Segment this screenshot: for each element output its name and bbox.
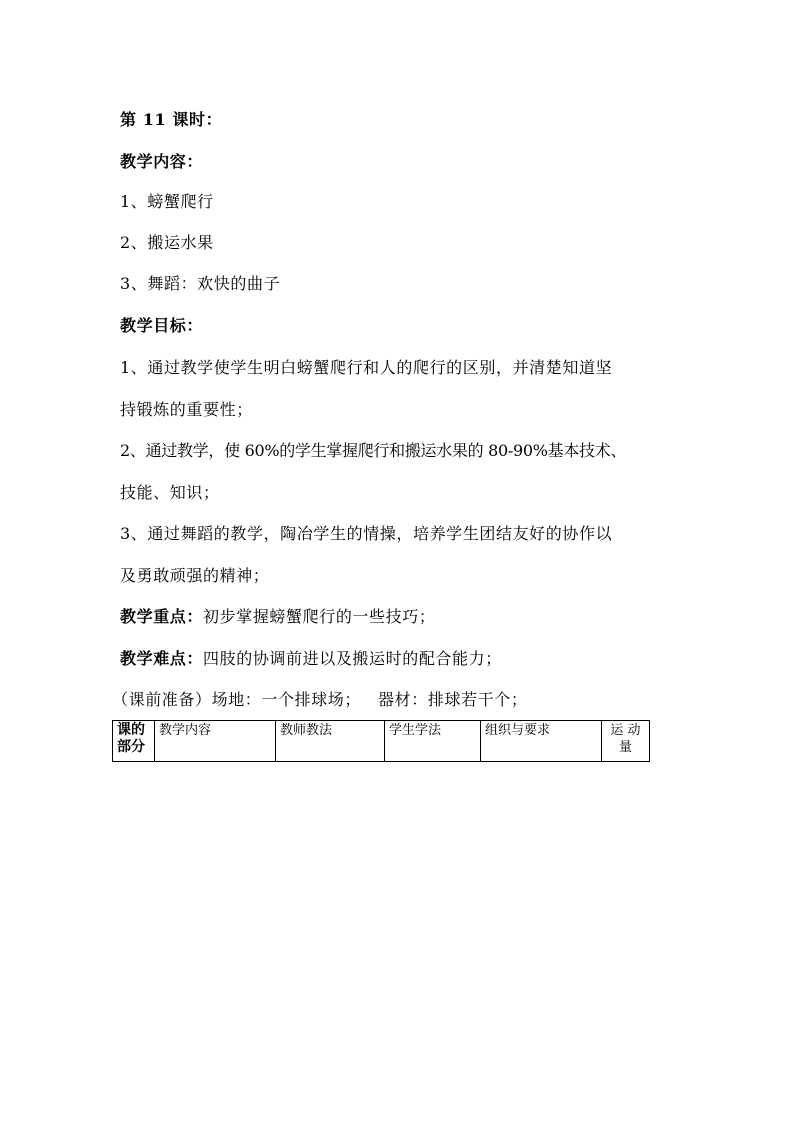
content-item-3: 3、舞蹈：欢快的曲子 — [120, 274, 281, 293]
objective-3-line-2: 及勇敢顽强的精神； — [120, 566, 270, 585]
header-teacher: 教师教法 — [276, 721, 385, 762]
objectives-heading: 教学目标： — [120, 316, 204, 335]
objective-1-line-1: 1、通过教学使学生明白螃蟹爬行和人的爬行的区别，并清楚知道坚 — [120, 358, 613, 377]
content-item-2: 2、搬运水果 — [120, 233, 214, 252]
key-point-text: 初步掌握螃蟹爬行的一些技巧； — [203, 607, 436, 626]
key-point — [120, 607, 680, 627]
objective-2-line-1: 2、通过教学，使 60%的学生掌握爬行和搬运水果的 80-90%基本技术、 — [120, 441, 627, 460]
content-heading: 教学内容： — [120, 152, 204, 171]
header-load: 运 动 量 — [602, 721, 650, 762]
difficulty-label: 教学难点： — [120, 649, 204, 668]
preparation: （课前准备）场地：一个排球场； 器材：排球若干个； — [112, 690, 528, 709]
lesson-plan-table — [112, 720, 650, 762]
objective-3-line-1: 3、通过舞蹈的教学，陶冶学生的情操，培养学生团结友好的协作以 — [120, 524, 613, 543]
lesson-title: 第 11 课时： — [120, 110, 223, 129]
key-point-label: 教学重点： — [120, 607, 204, 626]
difficulty — [120, 649, 680, 669]
header-organization: 组织与要求 — [481, 721, 602, 762]
header-content: 教学内容 — [155, 721, 276, 762]
header-student: 学生学法 — [385, 721, 481, 762]
content-item-1: 1、螃蟹爬行 — [120, 192, 214, 211]
objective-2-line-2: 技能、知识； — [120, 483, 220, 502]
difficulty-text: 四肢的协调前进以及搬运时的配合能力； — [203, 649, 502, 668]
objective-1-line-2: 持锻炼的重要性； — [120, 400, 253, 419]
table-header-row — [113, 721, 650, 762]
header-part: 课的部分 — [113, 721, 155, 762]
